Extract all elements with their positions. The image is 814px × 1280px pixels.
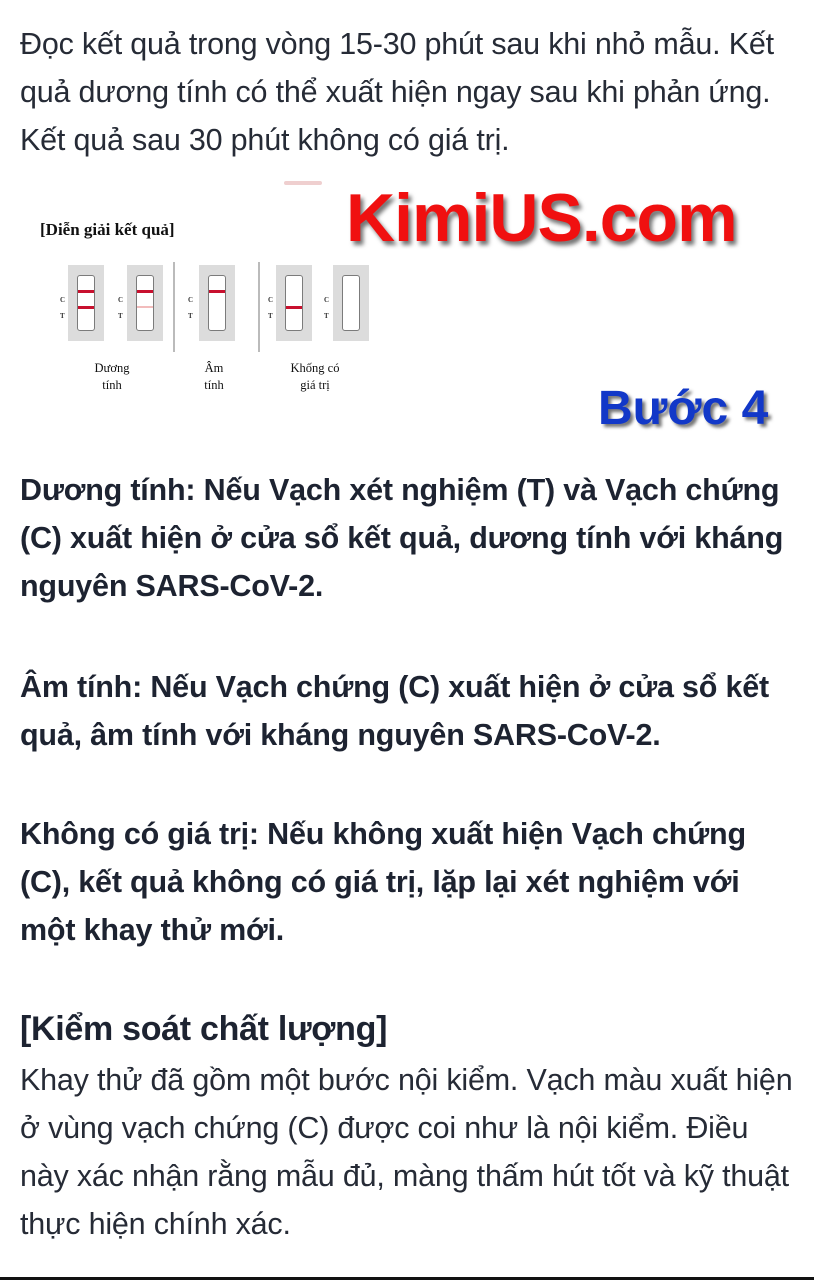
test-line <box>286 306 302 309</box>
t-label: T <box>60 312 65 320</box>
step-label: Bước 4 <box>598 382 769 435</box>
t-label: T <box>324 312 329 320</box>
control-line <box>209 290 225 293</box>
divider <box>258 262 260 352</box>
test-cassette-negative <box>199 265 235 341</box>
result-positive-text: Nếu Vạch xét nghiệm (T) và Vạch chứng (C) xuất hiện ở cửa sổ kết quả, dương tính với kháng nguyên SARS-CoV-2. <box>20 473 784 603</box>
caption-positive <box>80 360 144 394</box>
result-invalid-label: Không có giá trị: <box>20 817 259 851</box>
result-negative-text: Nếu Vạch chứng (C) xuất hiện ở cửa sổ kết quả, âm tính với kháng nguyên SARS-CoV-2. <box>20 670 769 752</box>
control-line <box>78 290 94 293</box>
c-label: C <box>268 296 274 304</box>
c-label: C <box>60 296 66 304</box>
result-window <box>77 275 95 331</box>
quality-control-heading: [Kiểm soát chất lượng] <box>20 1010 388 1048</box>
control-line <box>137 290 153 293</box>
result-negative-label: Âm tính: <box>20 670 143 704</box>
t-label: T <box>118 312 123 320</box>
result-window <box>208 275 226 331</box>
result-invalid <box>20 810 800 954</box>
test-line <box>78 306 94 309</box>
test-cassette-invalid-blank <box>333 265 369 341</box>
result-window <box>136 275 154 331</box>
t-label: T <box>268 312 273 320</box>
result-negative <box>20 663 800 759</box>
test-cassette-positive-strong <box>68 265 104 341</box>
faint-test-line <box>137 306 153 308</box>
brand-watermark: KimiUS.com <box>346 180 737 256</box>
caption-invalid <box>280 360 350 394</box>
t-label: T <box>188 312 193 320</box>
c-label: C <box>324 296 330 304</box>
caption-line: Khống có <box>290 361 340 375</box>
c-label: C <box>188 296 194 304</box>
divider <box>173 262 175 352</box>
result-positive-label: Dương tính: <box>20 473 196 507</box>
test-cassette-invalid-t-only <box>276 265 312 341</box>
caption-line: Dương <box>94 361 130 375</box>
caption-line: giá trị <box>300 378 330 392</box>
result-interpretation-diagram <box>40 220 370 400</box>
diagram-title: [Diễn giải kết quả] <box>40 220 175 239</box>
c-label: C <box>118 296 124 304</box>
caption-line: tính <box>204 378 224 392</box>
result-window <box>285 275 303 331</box>
quality-control-body: Khay thử đã gồm một bước nội kiểm. Vạch màu xuất hiện ở vùng vạch chứng (C) được coi như là nội kiểm. Điều này xác nhận rằng mẫu đủ, màng thấm hút tốt và kỹ thuật thực hiện chính xác. <box>20 1063 793 1241</box>
caption-line: tính <box>102 378 122 392</box>
decorative-smudge <box>284 181 322 185</box>
caption-negative <box>188 360 240 394</box>
result-invalid-text: Nếu không xuất hiện Vạch chứng (C), kết quả không có giá trị, lặp lại xét nghiệm với một khay thử mới. <box>20 817 746 947</box>
result-positive <box>20 466 800 610</box>
test-cassette-positive-faint <box>127 265 163 341</box>
intro-paragraph: Đọc kết quả trong vòng 15-30 phút sau khi nhỏ mẫu. Kết quả dương tính có thể xuất hiện ngay sau khi phản ứng. Kết quả sau 30 phút không có giá trị. <box>20 27 774 157</box>
caption-line: Âm <box>204 361 224 375</box>
result-window <box>342 275 360 331</box>
